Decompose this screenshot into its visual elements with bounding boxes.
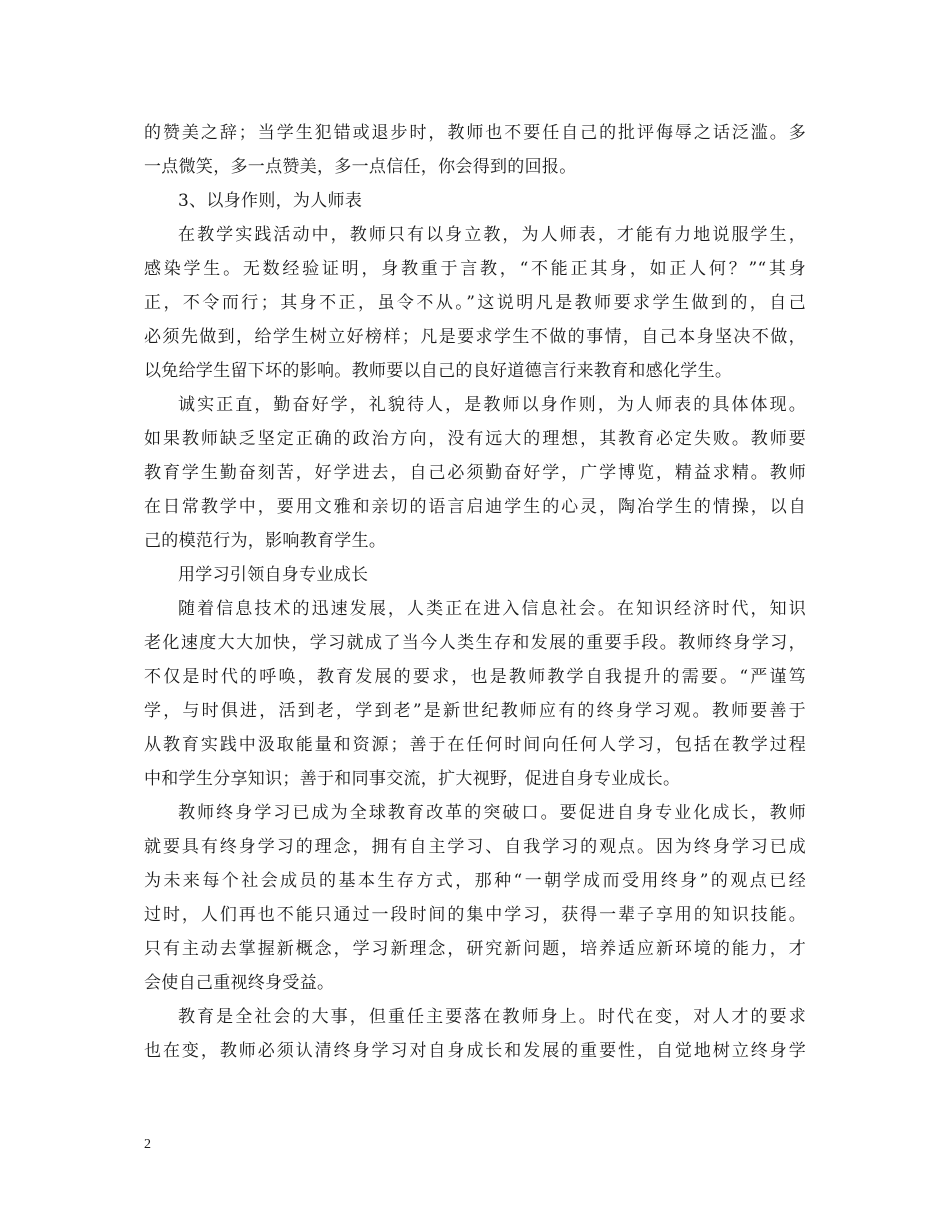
text-line: 也在变，教师必须认清终身学习对自身成长和发展的重要性，自觉地树立终身学 bbox=[144, 1041, 806, 1061]
text-line: 诚实正直，勤奋好学，礼貌待人，是教师以身作则，为人师表的具体体现。 bbox=[178, 395, 806, 415]
text-line: 教育学生勤奋刻苦，好学进去，自己必须勤奋好学，广学博览，精益求精。教师 bbox=[144, 463, 806, 483]
text-line: 必须先做到，给学生树立好榜样；凡是要求学生不做的事情，自己本身坚决不做， bbox=[144, 327, 806, 347]
page-number: 2 bbox=[144, 1137, 151, 1152]
text-line: 为未来每个社会成员的基本生存方式，那种“一朝学成而受用终身”的观点已经 bbox=[144, 871, 806, 891]
text-line: 如果教师缺乏坚定正确的政治方向，没有远大的理想，其教育必定失败。教师要 bbox=[144, 429, 806, 449]
text-line: 不仅是时代的呼唤，教育发展的要求，也是教师教学自我提升的需要。“严谨笃 bbox=[144, 667, 806, 687]
text-line: 己的模范行为，影响教育学生。 bbox=[144, 531, 387, 551]
section-heading: 用学习引领自身专业成长 bbox=[178, 565, 369, 585]
text-line: 会使自己重视终身受益。 bbox=[144, 973, 335, 993]
text-line: 感染学生。无数经验证明，身教重于言教，“不能正其身，如正人何？”“其身 bbox=[144, 259, 806, 279]
text-line: 教师终身学习已成为全球教育改革的突破口。要促进自身专业化成长，教师 bbox=[178, 803, 806, 823]
text-line: 就要具有终身学习的理念，拥有自主学习、自我学习的观点。因为终身学习已成 bbox=[144, 837, 806, 857]
text-line: 正，不令而行；其身不正，虽令不从。”这说明凡是教师要求学生做到的，自己 bbox=[144, 293, 806, 313]
text-line: 随着信息技术的迅速发展，人类正在进入信息社会。在知识经济时代，知识 bbox=[178, 599, 806, 619]
text-line: 教育是全社会的大事，但重任主要落在教师身上。时代在变，对人才的要求 bbox=[178, 1007, 806, 1027]
text-line: 只有主动去掌握新概念，学习新理念，研究新问题，培养适应新环境的能力，才 bbox=[144, 939, 806, 959]
section-heading: 3、以身作则，为人师表 bbox=[178, 191, 363, 211]
text-line: 在教学实践活动中，教师只有以身立教，为人师表，才能有力地说服学生， bbox=[178, 225, 806, 245]
text-line: 从教育实践中汲取能量和资源；善于在任何时间向任何人学习，包括在教学过程 bbox=[144, 735, 806, 755]
text-line: 过时，人们再也不能只通过一段时间的集中学习，获得一辈子享用的知识技能。 bbox=[144, 905, 806, 925]
document-body bbox=[144, 116, 806, 1068]
text-line: 一点微笑，多一点赞美，多一点信任，你会得到的回报。 bbox=[144, 157, 577, 177]
text-line: 中和学生分享知识；善于和同事交流，扩大视野，促进自身专业成长。 bbox=[144, 769, 681, 789]
text-line: 老化速度大大加快，学习就成了当今人类生存和发展的重要手段。教师终身学习， bbox=[144, 633, 806, 653]
text-line: 在日常教学中，要用文雅和亲切的语言启迪学生的心灵，陶冶学生的情操，以自 bbox=[144, 497, 806, 517]
text-line: 学，与时俱进，活到老，学到老”是新世纪教师应有的终身学习观。教师要善于 bbox=[144, 701, 806, 721]
text-line: 的赞美之辞；当学生犯错或退步时，教师也不要任自己的批评侮辱之话泛滥。多 bbox=[144, 123, 806, 143]
text-line: 以免给学生留下坏的影响。教师要以自己的良好道德言行来教育和感化学生。 bbox=[144, 361, 733, 381]
